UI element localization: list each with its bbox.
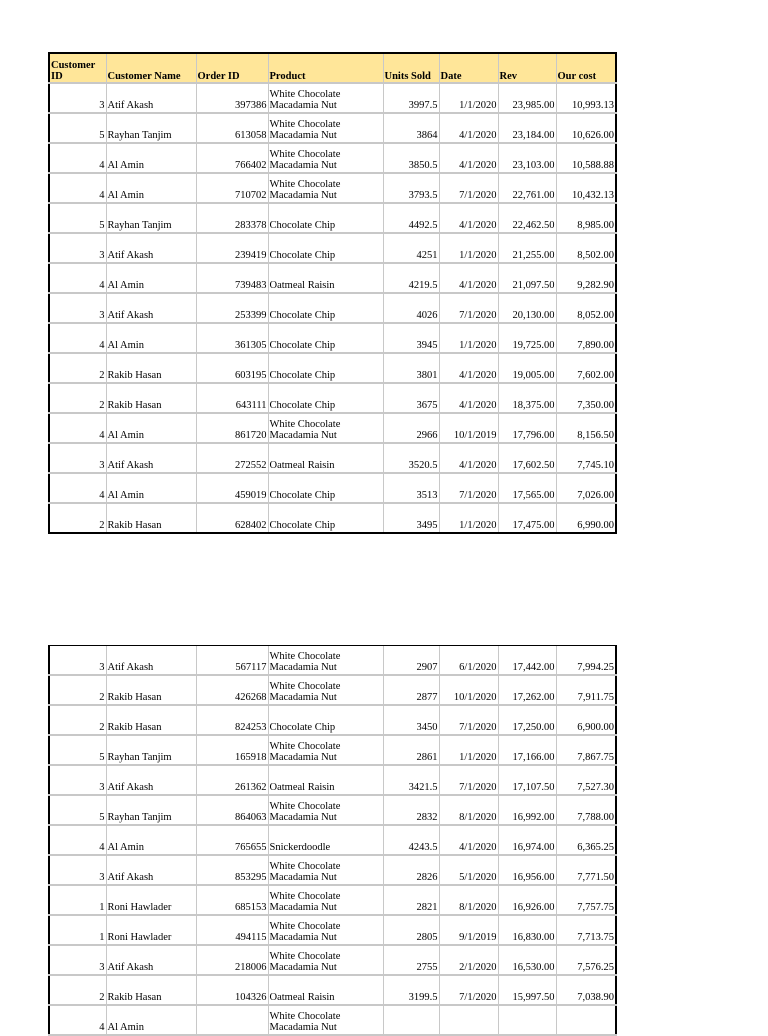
- cell-customer-id: 1: [49, 915, 106, 945]
- cell-customer-id: 4: [49, 413, 106, 443]
- cell-product: White Chocolate Macadamia Nut: [268, 675, 383, 705]
- cell-rev: 17,602.50: [498, 443, 556, 473]
- cell-date: [439, 1005, 498, 1035]
- table-row: [49, 203, 616, 233]
- cell-our-cost: 7,788.00: [556, 795, 616, 825]
- cell-units-sold: 4026: [383, 293, 439, 323]
- cell-customer-id: 4: [49, 323, 106, 353]
- cell-units-sold: 3675: [383, 383, 439, 413]
- cell-product: White Chocolate Macadamia Nut: [268, 173, 383, 203]
- cell-our-cost: 10,626.00: [556, 113, 616, 143]
- cell-date: 1/1/2020: [439, 735, 498, 765]
- cell-product: Chocolate Chip: [268, 383, 383, 413]
- cell-order-id: 459019: [196, 473, 268, 503]
- cell-our-cost: 7,867.75: [556, 735, 616, 765]
- cell-order-id: 165918: [196, 735, 268, 765]
- cell-our-cost: 7,576.25: [556, 945, 616, 975]
- cell-order-id: 283378: [196, 203, 268, 233]
- header-order-id: Order ID: [196, 53, 268, 83]
- cell-rev: 17,442.00: [498, 646, 556, 676]
- cell-units-sold: 2826: [383, 855, 439, 885]
- cell-order-id: 397386: [196, 83, 268, 113]
- cell-customer-name: Rayhan Tanjim: [106, 203, 196, 233]
- header-date: Date: [439, 53, 498, 83]
- cell-product: Oatmeal Raisin: [268, 443, 383, 473]
- cell-customer-id: 4: [49, 473, 106, 503]
- cell-date: 4/1/2020: [439, 353, 498, 383]
- cell-order-id: 628402: [196, 503, 268, 533]
- cell-customer-name: Al Amin: [106, 1005, 196, 1035]
- cell-date: 4/1/2020: [439, 203, 498, 233]
- cell-rev: 17,107.50: [498, 765, 556, 795]
- header-rev: Rev: [498, 53, 556, 83]
- table-row: [49, 705, 616, 735]
- cell-units-sold: 2832: [383, 795, 439, 825]
- cell-rev: 16,956.00: [498, 855, 556, 885]
- cell-customer-id: 4: [49, 143, 106, 173]
- cell-order-id: 643111: [196, 383, 268, 413]
- cell-units-sold: 3945: [383, 323, 439, 353]
- cell-rev: 17,565.00: [498, 473, 556, 503]
- cell-product: Chocolate Chip: [268, 353, 383, 383]
- cell-our-cost: 8,156.50: [556, 413, 616, 443]
- cell-product: White Chocolate Macadamia Nut: [268, 1005, 383, 1035]
- cell-date: 9/1/2019: [439, 915, 498, 945]
- cell-our-cost: 7,890.00: [556, 323, 616, 353]
- cell-customer-name: Al Amin: [106, 173, 196, 203]
- cell-rev: 19,725.00: [498, 323, 556, 353]
- table-row: [49, 675, 616, 705]
- cell-order-id: 361305: [196, 323, 268, 353]
- cell-date: 1/1/2020: [439, 233, 498, 263]
- cell-product: Chocolate Chip: [268, 473, 383, 503]
- cell-units-sold: 2877: [383, 675, 439, 705]
- cell-units-sold: 3495: [383, 503, 439, 533]
- cell-customer-name: Al Amin: [106, 263, 196, 293]
- cell-our-cost: 7,713.75: [556, 915, 616, 945]
- cell-units-sold: 3520.5: [383, 443, 439, 473]
- cell-rev: 23,103.00: [498, 143, 556, 173]
- cell-order-id: 853295: [196, 855, 268, 885]
- cell-our-cost: 10,993.13: [556, 83, 616, 113]
- cell-customer-name: Atif Akash: [106, 83, 196, 113]
- cell-product: White Chocolate Macadamia Nut: [268, 795, 383, 825]
- cell-product: White Chocolate Macadamia Nut: [268, 83, 383, 113]
- cell-customer-id: 3: [49, 765, 106, 795]
- table-row: [49, 143, 616, 173]
- cell-order-id: 824253: [196, 705, 268, 735]
- table-row: [49, 795, 616, 825]
- cell-customer-name: Al Amin: [106, 825, 196, 855]
- cell-customer-id: 3: [49, 83, 106, 113]
- cell-units-sold: 3513: [383, 473, 439, 503]
- cell-date: 4/1/2020: [439, 443, 498, 473]
- cell-our-cost: 10,432.13: [556, 173, 616, 203]
- cell-units-sold: 2821: [383, 885, 439, 915]
- cell-product: Snickerdoodle: [268, 825, 383, 855]
- cell-order-id: 766402: [196, 143, 268, 173]
- table-row: [49, 323, 616, 353]
- cell-product: White Chocolate Macadamia Nut: [268, 113, 383, 143]
- cell-product: Oatmeal Raisin: [268, 263, 383, 293]
- cell-customer-name: Al Amin: [106, 413, 196, 443]
- cell-customer-id: 4: [49, 173, 106, 203]
- cell-customer-id: 1: [49, 885, 106, 915]
- cell-rev: 22,761.00: [498, 173, 556, 203]
- cell-customer-name: Rayhan Tanjim: [106, 795, 196, 825]
- cell-date: 7/1/2020: [439, 473, 498, 503]
- cell-our-cost: 7,038.90: [556, 975, 616, 1005]
- table-row: [49, 825, 616, 855]
- cell-customer-name: Rakib Hasan: [106, 675, 196, 705]
- table-row: [49, 173, 616, 203]
- cell-date: 4/1/2020: [439, 825, 498, 855]
- cell-our-cost: 7,757.75: [556, 885, 616, 915]
- cell-customer-id: 2: [49, 353, 106, 383]
- table-row: [49, 473, 616, 503]
- table-row: [49, 233, 616, 263]
- cell-our-cost: 8,985.00: [556, 203, 616, 233]
- cell-order-id: 603195: [196, 353, 268, 383]
- cell-our-cost: 6,365.25: [556, 825, 616, 855]
- cell-product: White Chocolate Macadamia Nut: [268, 945, 383, 975]
- cell-date: 1/1/2020: [439, 503, 498, 533]
- cell-product: Chocolate Chip: [268, 293, 383, 323]
- cell-customer-id: 2: [49, 503, 106, 533]
- cell-date: 4/1/2020: [439, 143, 498, 173]
- cell-customer-id: 3: [49, 443, 106, 473]
- cell-order-id: 104326: [196, 975, 268, 1005]
- cell-customer-name: Al Amin: [106, 473, 196, 503]
- cell-date: 7/1/2020: [439, 705, 498, 735]
- table-row: [49, 383, 616, 413]
- table-row: [49, 885, 616, 915]
- cell-units-sold: 3997.5: [383, 83, 439, 113]
- cell-customer-id: 3: [49, 646, 106, 676]
- cell-rev: 23,985.00: [498, 83, 556, 113]
- cell-order-id: 239419: [196, 233, 268, 263]
- cell-our-cost: 7,994.25: [556, 646, 616, 676]
- cell-rev: 16,926.00: [498, 885, 556, 915]
- header-our-cost: Our cost: [556, 53, 616, 83]
- cell-product: Oatmeal Raisin: [268, 975, 383, 1005]
- cell-order-id: 864063: [196, 795, 268, 825]
- table-row: [49, 646, 616, 676]
- cell-customer-id: 4: [49, 263, 106, 293]
- cell-rev: [498, 1005, 556, 1035]
- cell-our-cost: 7,771.50: [556, 855, 616, 885]
- cell-rev: 17,250.00: [498, 705, 556, 735]
- header-customer-id: Customer ID: [49, 53, 106, 83]
- table-row: [49, 413, 616, 443]
- cell-our-cost: 7,026.00: [556, 473, 616, 503]
- cell-units-sold: 2861: [383, 735, 439, 765]
- cell-customer-id: 5: [49, 113, 106, 143]
- cell-customer-name: Atif Akash: [106, 293, 196, 323]
- cell-customer-name: Roni Hawlader: [106, 885, 196, 915]
- cell-our-cost: 6,900.00: [556, 705, 616, 735]
- cell-customer-name: Rakib Hasan: [106, 503, 196, 533]
- cell-customer-name: Atif Akash: [106, 646, 196, 676]
- cell-order-id: 426268: [196, 675, 268, 705]
- cell-units-sold: 4243.5: [383, 825, 439, 855]
- table-row: [49, 945, 616, 975]
- table-row: [49, 293, 616, 323]
- table-row: [49, 915, 616, 945]
- cell-customer-name: Rakib Hasan: [106, 705, 196, 735]
- cell-our-cost: 7,745.10: [556, 443, 616, 473]
- cell-product: Oatmeal Raisin: [268, 765, 383, 795]
- cell-customer-name: Al Amin: [106, 143, 196, 173]
- cell-units-sold: 3864: [383, 113, 439, 143]
- cell-units-sold: 4492.5: [383, 203, 439, 233]
- cell-our-cost: 8,502.00: [556, 233, 616, 263]
- cell-rev: 16,830.00: [498, 915, 556, 945]
- cell-product: Chocolate Chip: [268, 323, 383, 353]
- cell-date: 7/1/2020: [439, 765, 498, 795]
- table-row: [49, 503, 616, 533]
- cell-units-sold: 2966: [383, 413, 439, 443]
- cell-product: White Chocolate Macadamia Nut: [268, 915, 383, 945]
- cell-product: White Chocolate Macadamia Nut: [268, 143, 383, 173]
- cell-order-id: 261362: [196, 765, 268, 795]
- cell-order-id: 739483: [196, 263, 268, 293]
- cell-our-cost: [556, 1005, 616, 1035]
- cell-our-cost: 7,350.00: [556, 383, 616, 413]
- cell-order-id: 218006: [196, 945, 268, 975]
- cell-date: 7/1/2020: [439, 173, 498, 203]
- cell-date: 4/1/2020: [439, 113, 498, 143]
- cell-customer-name: Rakib Hasan: [106, 975, 196, 1005]
- cell-rev: 17,796.00: [498, 413, 556, 443]
- cell-customer-id: 4: [49, 825, 106, 855]
- cell-rev: 18,375.00: [498, 383, 556, 413]
- cell-product: Chocolate Chip: [268, 233, 383, 263]
- cell-rev: 20,130.00: [498, 293, 556, 323]
- cell-customer-id: 5: [49, 795, 106, 825]
- cell-units-sold: 2755: [383, 945, 439, 975]
- cell-customer-id: 3: [49, 945, 106, 975]
- cell-order-id: 765655: [196, 825, 268, 855]
- cell-rev: 21,255.00: [498, 233, 556, 263]
- cell-our-cost: 9,282.90: [556, 263, 616, 293]
- table-row: [49, 263, 616, 293]
- cell-date: 6/1/2020: [439, 646, 498, 676]
- cell-date: 7/1/2020: [439, 293, 498, 323]
- cell-our-cost: 8,052.00: [556, 293, 616, 323]
- cell-units-sold: [383, 1005, 439, 1035]
- cell-date: 1/1/2020: [439, 83, 498, 113]
- cell-rev: 22,462.50: [498, 203, 556, 233]
- header-product: Product: [268, 53, 383, 83]
- cell-customer-id: 3: [49, 233, 106, 263]
- cell-rev: 17,166.00: [498, 735, 556, 765]
- cell-product: White Chocolate Macadamia Nut: [268, 855, 383, 885]
- cell-date: 10/1/2019: [439, 413, 498, 443]
- cell-product: Chocolate Chip: [268, 503, 383, 533]
- cell-units-sold: 2907: [383, 646, 439, 676]
- orders-table-page-2: [48, 645, 617, 1036]
- cell-order-id: 710702: [196, 173, 268, 203]
- cell-customer-id: 5: [49, 735, 106, 765]
- cell-customer-name: Atif Akash: [106, 443, 196, 473]
- cell-units-sold: 3199.5: [383, 975, 439, 1005]
- cell-product: Chocolate Chip: [268, 705, 383, 735]
- cell-date: 4/1/2020: [439, 263, 498, 293]
- cell-rev: 16,530.00: [498, 945, 556, 975]
- cell-customer-id: 2: [49, 705, 106, 735]
- cell-product: White Chocolate Macadamia Nut: [268, 885, 383, 915]
- cell-order-id: [196, 1005, 268, 1035]
- cell-customer-id: 3: [49, 293, 106, 323]
- cell-order-id: 494115: [196, 915, 268, 945]
- cell-customer-name: Atif Akash: [106, 765, 196, 795]
- cell-date: 10/1/2020: [439, 675, 498, 705]
- cell-date: 8/1/2020: [439, 795, 498, 825]
- cell-our-cost: 7,527.30: [556, 765, 616, 795]
- cell-our-cost: 10,588.88: [556, 143, 616, 173]
- cell-units-sold: 3801: [383, 353, 439, 383]
- cell-product: White Chocolate Macadamia Nut: [268, 735, 383, 765]
- table-row: [49, 353, 616, 383]
- table-row: [49, 975, 616, 1005]
- cell-rev: 16,974.00: [498, 825, 556, 855]
- cell-units-sold: 3421.5: [383, 765, 439, 795]
- cell-customer-name: Roni Hawlader: [106, 915, 196, 945]
- cell-customer-id: 3: [49, 855, 106, 885]
- cell-date: 5/1/2020: [439, 855, 498, 885]
- cell-customer-name: Al Amin: [106, 323, 196, 353]
- cell-order-id: 567117: [196, 646, 268, 676]
- cell-product: Chocolate Chip: [268, 203, 383, 233]
- cell-rev: 17,262.00: [498, 675, 556, 705]
- cell-product: White Chocolate Macadamia Nut: [268, 413, 383, 443]
- cell-product: White Chocolate Macadamia Nut: [268, 646, 383, 676]
- header-units-sold: Units Sold: [383, 53, 439, 83]
- cell-customer-name: Rakib Hasan: [106, 353, 196, 383]
- cell-customer-name: Atif Akash: [106, 945, 196, 975]
- cell-our-cost: 6,990.00: [556, 503, 616, 533]
- cell-units-sold: 4219.5: [383, 263, 439, 293]
- table-row: [49, 765, 616, 795]
- cell-order-id: 613058: [196, 113, 268, 143]
- cell-order-id: 272552: [196, 443, 268, 473]
- cell-rev: 23,184.00: [498, 113, 556, 143]
- cell-customer-name: Atif Akash: [106, 233, 196, 263]
- cell-customer-name: Rakib Hasan: [106, 383, 196, 413]
- cell-customer-name: Rayhan Tanjim: [106, 735, 196, 765]
- cell-customer-id: 2: [49, 975, 106, 1005]
- cell-rev: 21,097.50: [498, 263, 556, 293]
- table-row: [49, 443, 616, 473]
- cell-order-id: 861720: [196, 413, 268, 443]
- cell-units-sold: 3450: [383, 705, 439, 735]
- cell-customer-id: 4: [49, 1005, 106, 1035]
- cell-units-sold: 4251: [383, 233, 439, 263]
- cell-our-cost: 7,602.00: [556, 353, 616, 383]
- table-row: [49, 83, 616, 113]
- cell-customer-name: Rayhan Tanjim: [106, 113, 196, 143]
- cell-rev: 16,992.00: [498, 795, 556, 825]
- cell-customer-id: 5: [49, 203, 106, 233]
- cell-our-cost: 7,911.75: [556, 675, 616, 705]
- cell-date: 1/1/2020: [439, 323, 498, 353]
- header-row: [49, 53, 616, 83]
- header-customer-name: Customer Name: [106, 53, 196, 83]
- table-row: [49, 735, 616, 765]
- table-row: [49, 113, 616, 143]
- cell-date: 7/1/2020: [439, 975, 498, 1005]
- cell-units-sold: 3793.5: [383, 173, 439, 203]
- cell-order-id: 685153: [196, 885, 268, 915]
- orders-table-page-1: [48, 52, 617, 534]
- cell-rev: 15,997.50: [498, 975, 556, 1005]
- cell-order-id: 253399: [196, 293, 268, 323]
- cell-customer-id: 2: [49, 383, 106, 413]
- table-row: [49, 855, 616, 885]
- cell-rev: 17,475.00: [498, 503, 556, 533]
- cell-date: 4/1/2020: [439, 383, 498, 413]
- cell-units-sold: 2805: [383, 915, 439, 945]
- table-row: [49, 1005, 616, 1035]
- cell-rev: 19,005.00: [498, 353, 556, 383]
- cell-date: 8/1/2020: [439, 885, 498, 915]
- cell-units-sold: 3850.5: [383, 143, 439, 173]
- cell-customer-id: 2: [49, 675, 106, 705]
- cell-date: 2/1/2020: [439, 945, 498, 975]
- cell-customer-name: Atif Akash: [106, 855, 196, 885]
